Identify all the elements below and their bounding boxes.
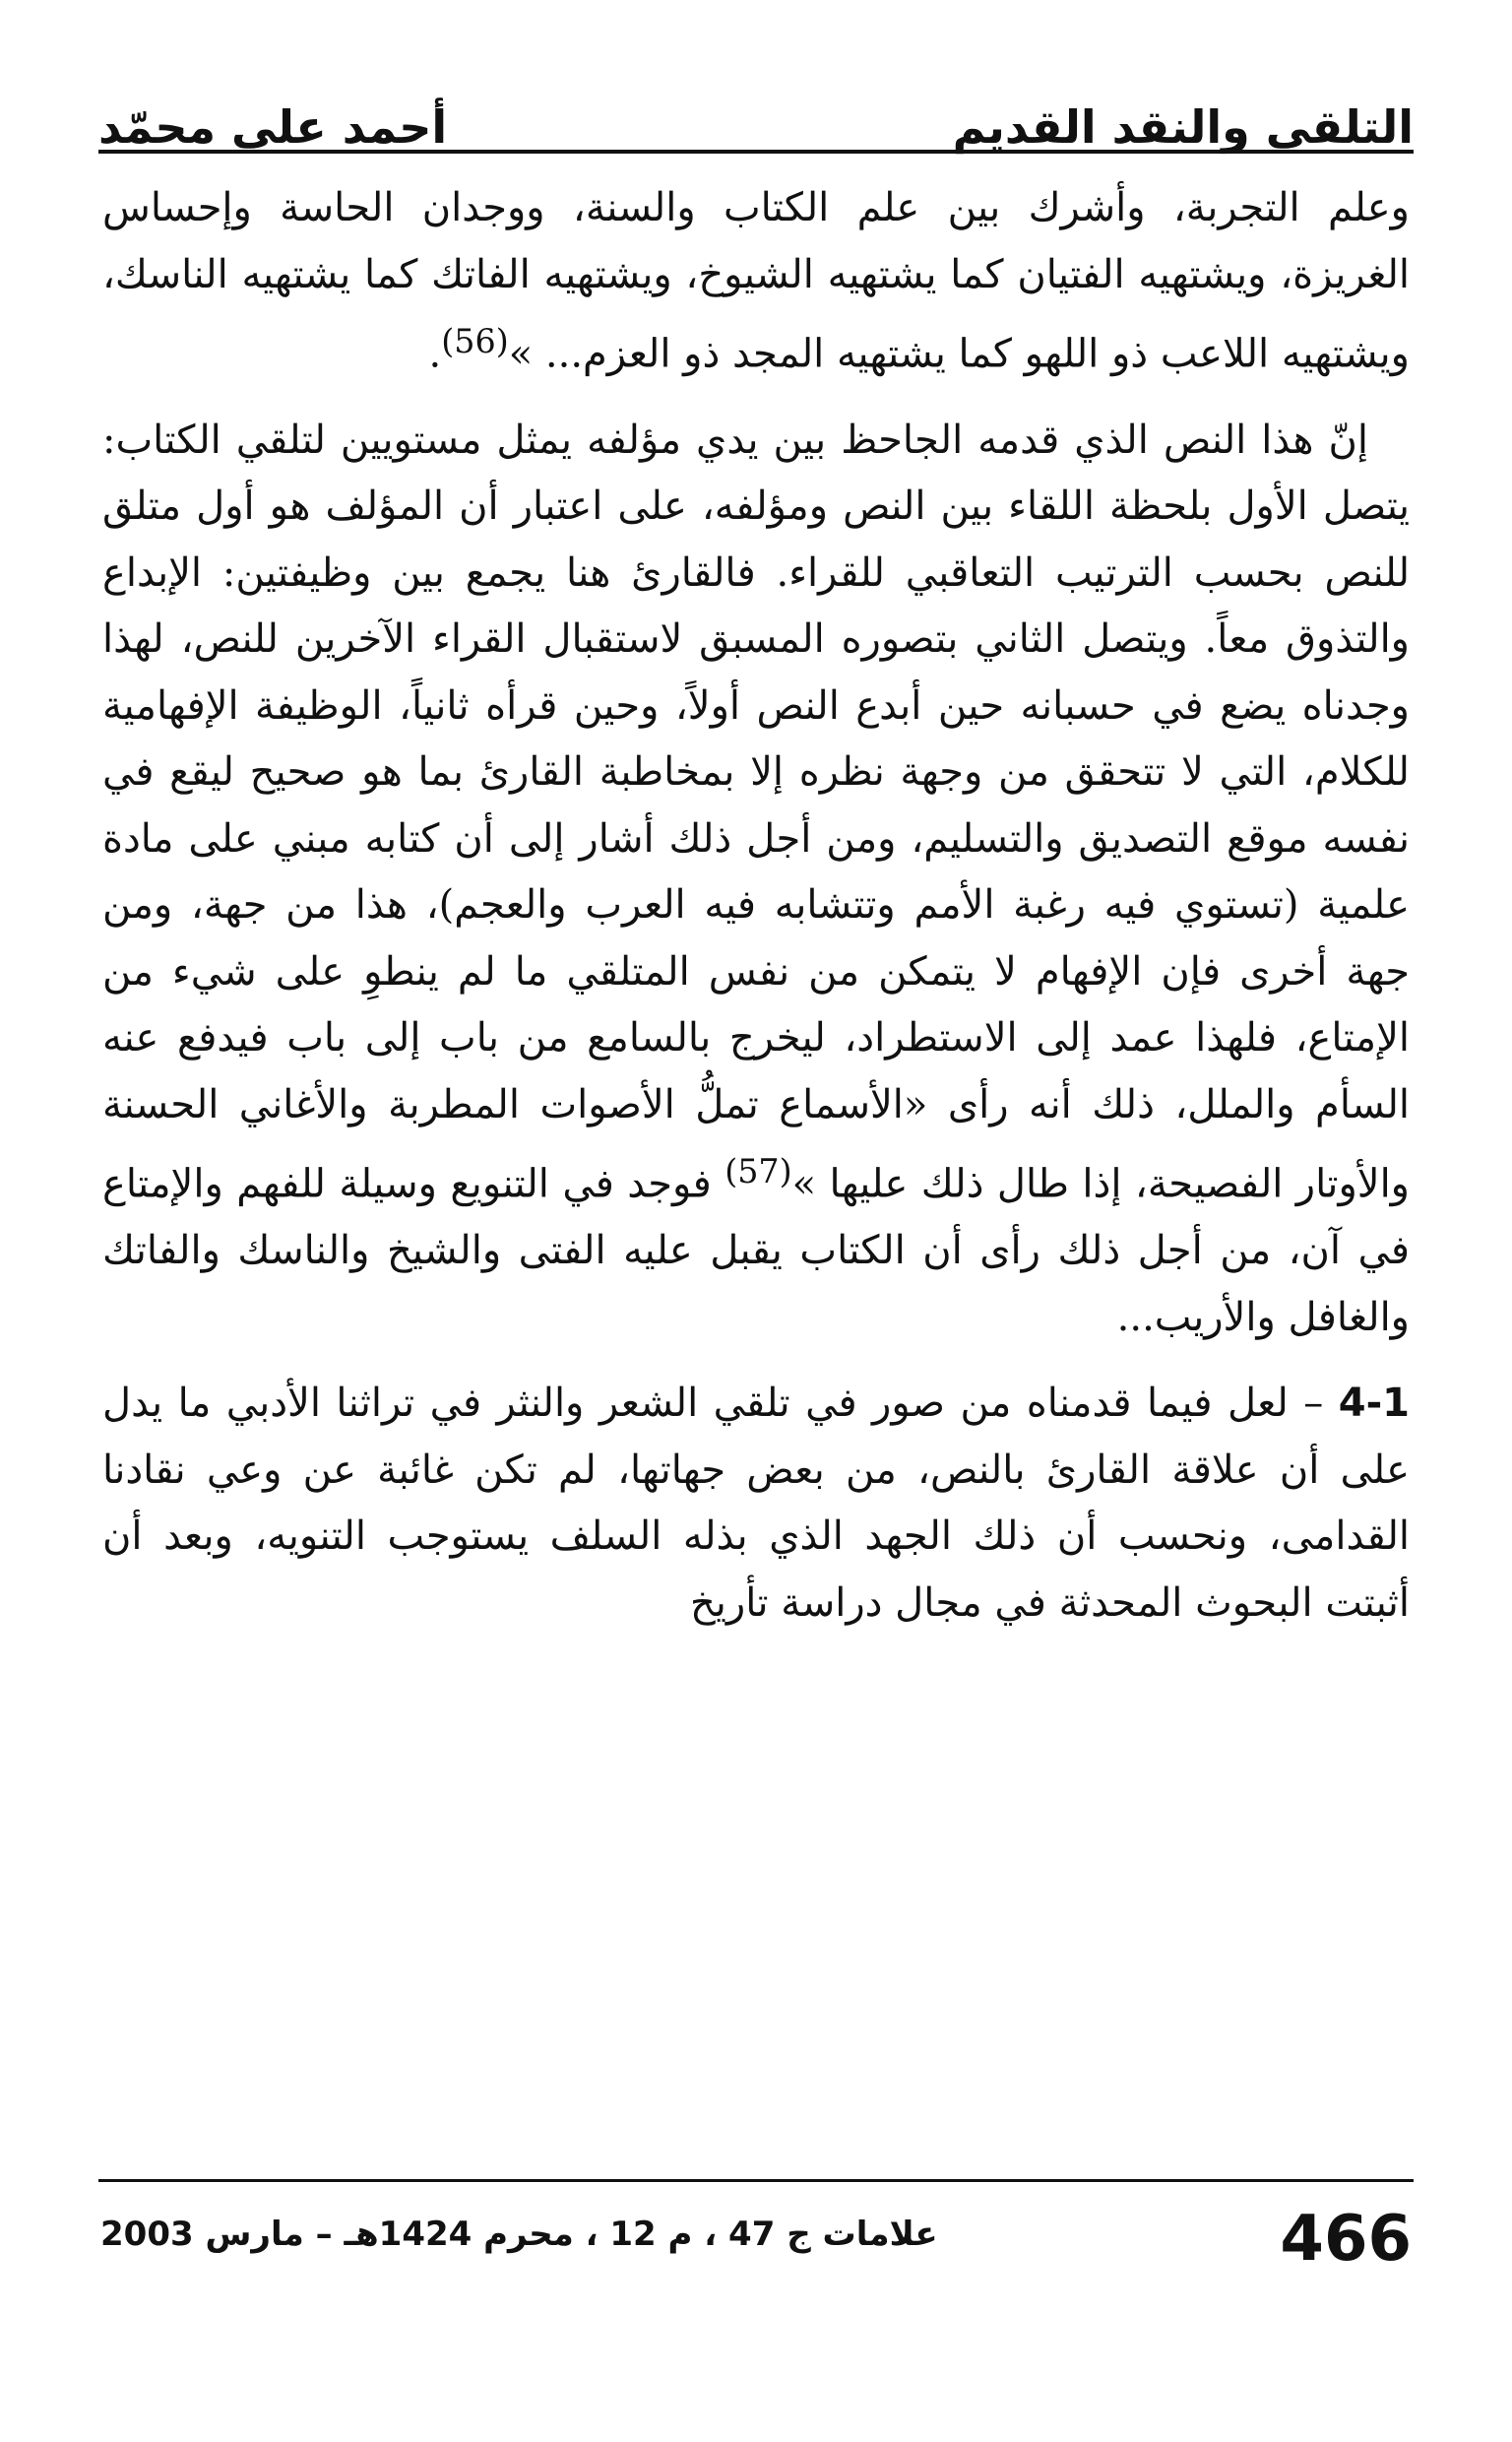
page-body xyxy=(102,175,1410,2145)
page-footer xyxy=(98,2196,1414,2304)
journal-info: علامات ج 47 ، م 12 ، محرم 1424هـ – مارس 2003 xyxy=(100,2215,938,2254)
period: . xyxy=(428,331,442,377)
paragraph-text-continued: فوجد في التنويع وسيلة للفهم والإمتاع في آن، من أجل ذلك رأى أن الكتاب يقبل عليه الفتى والشيخ والناسك والفاتك والغافل والأريب... xyxy=(102,1161,1410,1340)
paragraph-text: إنّ هذا النص الذي قدمه الجاحظ بين يدي مؤلفه يمثل مستويين لتلقي الكتاب: يتصل الأول بلحظة اللقاء بين النص ومؤلفه، على اعتبار أن المؤلف هو أول متلق للنص بحسب الترتيب التعاقبي للقراء. فالقارئ هنا يجمع بين وظيفتين: الإبداع والتذوق معاً. ويتصل الثاني بتصوره المسبق لاستقبال القراء الآخرين للنص، لهذا وجدناه يضع في حسبانه حين أبدع النص أولاً، وحين قرأه ثانياً، الوظيفة الإفهامية للكلام، التي لا تتحقق من وجهة نظره إلا بمخاطبة القارئ بما هو صحيح ليقع في نفسه موقع التصديق والتسليم، ومن أجل ذلك أشار إلى أن كتابه مبني على مادة علمية (تستوي فيه رغبة الأمم وتتشابه فيه العرب والعجم)، هذا من جهة، ومن جهة أخرى فإن الإفهام لا يتمكن من نفس المتلقي ما لم ينطوِ على شيء من الإمتاع، فلهذا عمد إلى الاستطراد، ليخرج بالسامع من باب إلى باب فيدفع عنه السأم والملل، ذلك أنه رأى «الأسماع تملُّ الأصوات المطربة والأغاني الحسنة والأوتار الفصيحة، إذا طال ذلك عليها » xyxy=(102,417,1410,1207)
paragraph-text: – لعل فيما قدمناه من صور في تلقي الشعر والنثر في تراثنا الأدبي ما يدل على أن علاقة القارئ بالنص، من بعض جهاتها، لم تكن غائبة عن وعي نقادنا القدامى، ونحسب أن ذلك الجهد الذي بذله السلف يستوجب التنويه، وبعد أن أثبتت البحوث المحدثة في مجال دراسة تأريخ xyxy=(102,1381,1410,1626)
footnote-ref-57: (57) xyxy=(724,1152,792,1191)
paragraph-quote-end xyxy=(102,175,1410,388)
paragraph-section-4-1 xyxy=(102,1371,1410,1637)
running-title: التلقي والنقد القديم xyxy=(952,100,1414,154)
paragraph-text: وعلم التجربة، وأشرك بين علم الكتاب والسنة، ووجدان الحاسة وإحساس الغريزة، ويشتهيه الفتيان كما يشتهيه الشيوخ، ويشتهيه الفاتك كما يشتهيه الناسك، ويشتهيه اللاعب ذو اللهو كما يشتهيه المجد ذو العزم... » xyxy=(102,185,1410,377)
header-rule xyxy=(98,150,1414,154)
section-number: 4-1 xyxy=(1338,1381,1410,1427)
page-header xyxy=(98,61,1414,154)
running-author: أحمد علي محمّد xyxy=(98,100,448,154)
footer-rule xyxy=(98,2179,1414,2182)
paragraph-analysis xyxy=(102,408,1410,1351)
footnote-ref-56: (56) xyxy=(441,322,509,360)
page-number: 466 xyxy=(1280,2203,1412,2276)
